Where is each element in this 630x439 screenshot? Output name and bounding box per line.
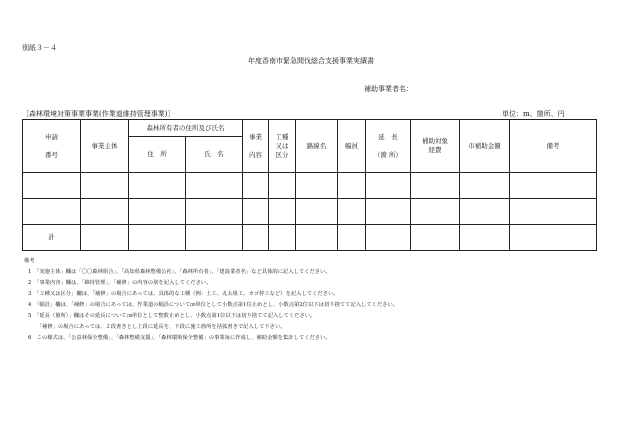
- header-owner-address: 住 所: [129, 137, 186, 173]
- applicant-label: 補助事業者名：: [364, 85, 413, 93]
- note-item: 「補修」の場合にあっては、２段書きとし上段に延長を、下段に施工箇所を括弧書きで記入して下さい。: [34, 324, 286, 330]
- notes-heading: 備考: [24, 258, 35, 264]
- header-remarks: 備考: [510, 120, 597, 173]
- note-item: 5 「延長（箇所）」欄はその延長について㎝単位として整数止めとし、小数点第1位以下は切り捨てて記入してください。: [28, 313, 316, 319]
- category-label: ［森林環境対策事業事業(作業道維持管理事業)］: [22, 110, 175, 118]
- header-operator: 事業主体: [81, 120, 129, 173]
- note-item: 2 「事業内容」欄は、「維持管理」、「補修」の内容の別を記入してください。: [28, 280, 212, 286]
- note-item: 4 「幅員」欄は、「補修」の場合にあっては、作業道の幅員について㎝単位として小数点第1位止めとし、小数点第2位以下は切り捨てて記入してください。: [28, 302, 399, 308]
- header-worktype: 工種 又は 区分: [269, 120, 296, 173]
- header-width: 幅員: [338, 120, 366, 173]
- header-route-name: 路線名: [296, 120, 338, 173]
- page-title: 年度香南市緊急間伐総合支援事業実績書: [248, 57, 374, 65]
- unit-label: 単位：m、箇所、円: [502, 110, 565, 118]
- note-item: 6 この様式は、「公益林保全整備」、「森林整備支援」、「森林環境保全整備」の事業毎に作成し、補助金額を集計してください。: [28, 335, 331, 341]
- header-city-subsidy: 市補助金額: [460, 120, 510, 173]
- table-row: [23, 173, 597, 199]
- note-item: 3 「工種又は区分」欄は、「補修」の場合にあっては、具体的な工種（例：土工、丸太組工、カゴ枠工など）を記入してください。: [28, 291, 339, 297]
- total-row: [23, 225, 597, 251]
- header-owner-name: 氏 名: [186, 137, 243, 173]
- header-owner-group: 森林所有者の住所及び氏名: [129, 120, 243, 137]
- results-table: [22, 119, 597, 251]
- total-label: 計: [23, 225, 81, 251]
- attachment-number: 別紙３－４: [22, 44, 57, 52]
- header-eligible-cost: 補助対象 経費: [411, 120, 460, 173]
- header-content: 事業 内容: [243, 120, 269, 173]
- header-application-no: 申請 番号: [23, 120, 81, 173]
- header-length: 延 長 （箇 所）: [366, 120, 411, 173]
- table-row: [23, 199, 597, 225]
- note-item: 1 「実施主体」欄は「〇〇森林組合」、「高知県森林整備公社」、「森林所有者」、「建設業者名」など具体的に記入してください。: [28, 269, 331, 275]
- notes-section: [24, 256, 399, 344]
